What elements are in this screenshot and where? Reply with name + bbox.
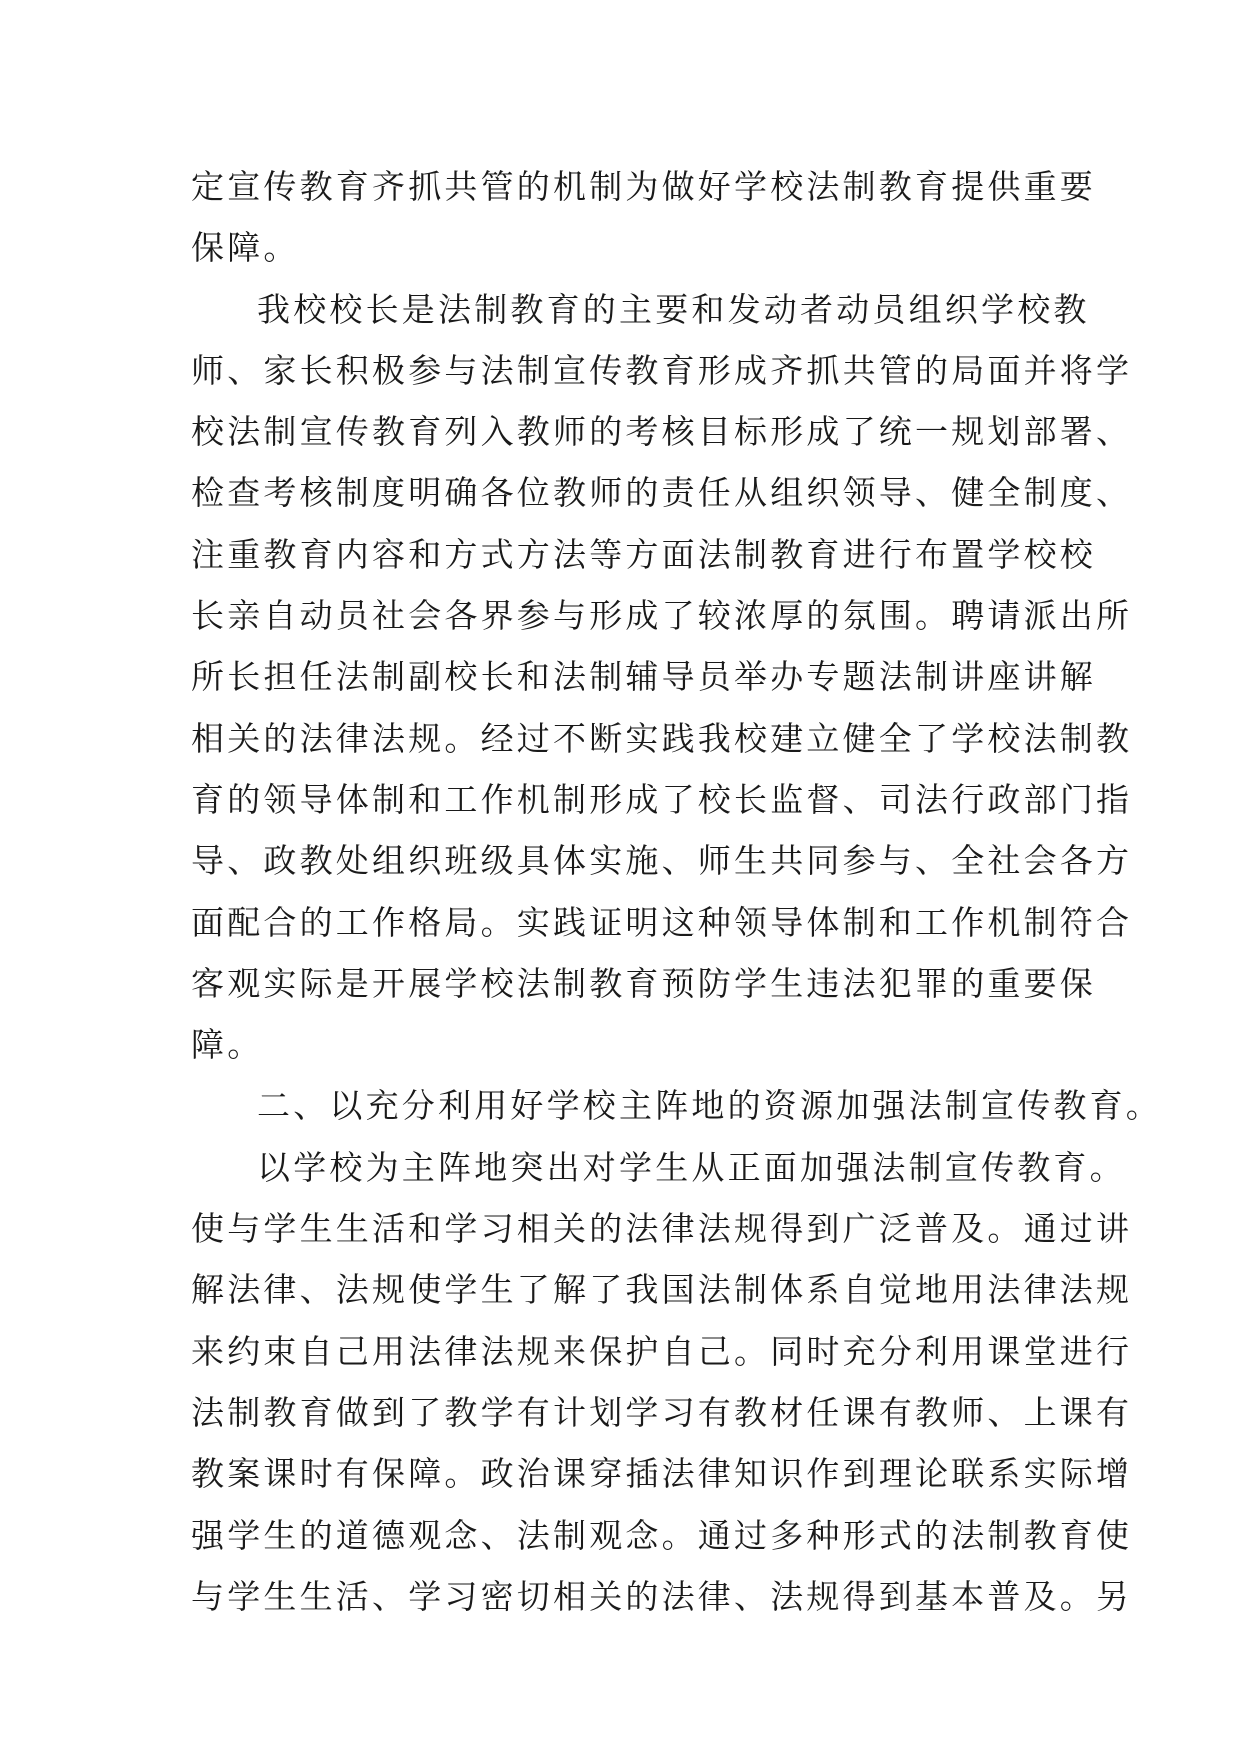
text-line: 保障。 bbox=[191, 228, 300, 268]
text-line: 以学校为主阵地突出对学生从正面加强法制宣传教育。 bbox=[257, 1147, 1126, 1187]
text-line: 育的领导体制和工作机制形成了校长监督、司法行政部门指 bbox=[191, 779, 1133, 819]
text-line: 校法制宣传教育列入教师的考核目标形成了统一规划部署、 bbox=[191, 412, 1133, 452]
text-line: 教案课时有保障。政治课穿插法律知识作到理论联系实际增 bbox=[191, 1454, 1133, 1494]
text-line: 使与学生生活和学习相关的法律法规得到广泛普及。通过讲 bbox=[191, 1209, 1133, 1249]
text-line: 与学生生活、学习密切相关的法律、法规得到基本普及。另 bbox=[191, 1576, 1133, 1616]
text-line: 面配合的工作格局。实践证明这种领导体制和工作机制符合 bbox=[191, 902, 1133, 942]
text-line: 检查考核制度明确各位教师的责任从组织领导、健全制度、 bbox=[191, 473, 1133, 513]
text-line: 解法律、法规使学生了解了我国法制体系自觉地用法律法规 bbox=[191, 1270, 1133, 1310]
heading-line: 二、以充分利用好学校主阵地的资源加强法制宣传教育。 bbox=[257, 1086, 1162, 1126]
text-line: 师、家长积极参与法制宣传教育形成齐抓共管的局面并将学 bbox=[191, 350, 1133, 390]
text-line: 法制教育做到了教学有计划学习有教材任课有教师、上课有 bbox=[191, 1392, 1133, 1432]
section-heading bbox=[191, 1075, 1162, 1136]
text-line: 长亲自动员社会各界参与形成了较浓厚的氛围。聘请派出所 bbox=[191, 596, 1133, 636]
text-line: 注重教育内容和方式方法等方面法制教育进行布置学校校 bbox=[191, 534, 1096, 574]
text-line: 定宣传教育齐抓共管的机制为做好学校法制教育提供重要 bbox=[191, 167, 1096, 206]
text-line: 所长担任法制副校长和法制辅导员举办专题法制讲座讲解 bbox=[191, 657, 1096, 697]
text-line: 我校校长是法制教育的主要和发动者动员组织学校教 bbox=[257, 289, 1090, 329]
paragraph-1 bbox=[191, 156, 1096, 279]
text-line: 障。 bbox=[191, 1025, 264, 1065]
text-line: 相关的法律法规。经过不断实践我校建立健全了学校法制教 bbox=[191, 718, 1133, 758]
text-line: 强学生的道德观念、法制观念。通过多种形式的法制教育使 bbox=[191, 1515, 1133, 1555]
paragraph-3 bbox=[191, 1137, 1133, 1627]
text-line: 客观实际是开展学校法制教育预防学生违法犯罪的重要保 bbox=[191, 963, 1096, 1003]
paragraph-2 bbox=[191, 279, 1133, 1076]
text-line: 来约束自己用法律法规来保护自己。同时充分利用课堂进行 bbox=[191, 1331, 1133, 1371]
text-line: 导、政教处组织班级具体实施、师生共同参与、全社会各方 bbox=[191, 841, 1133, 881]
document-body bbox=[191, 156, 1162, 1627]
